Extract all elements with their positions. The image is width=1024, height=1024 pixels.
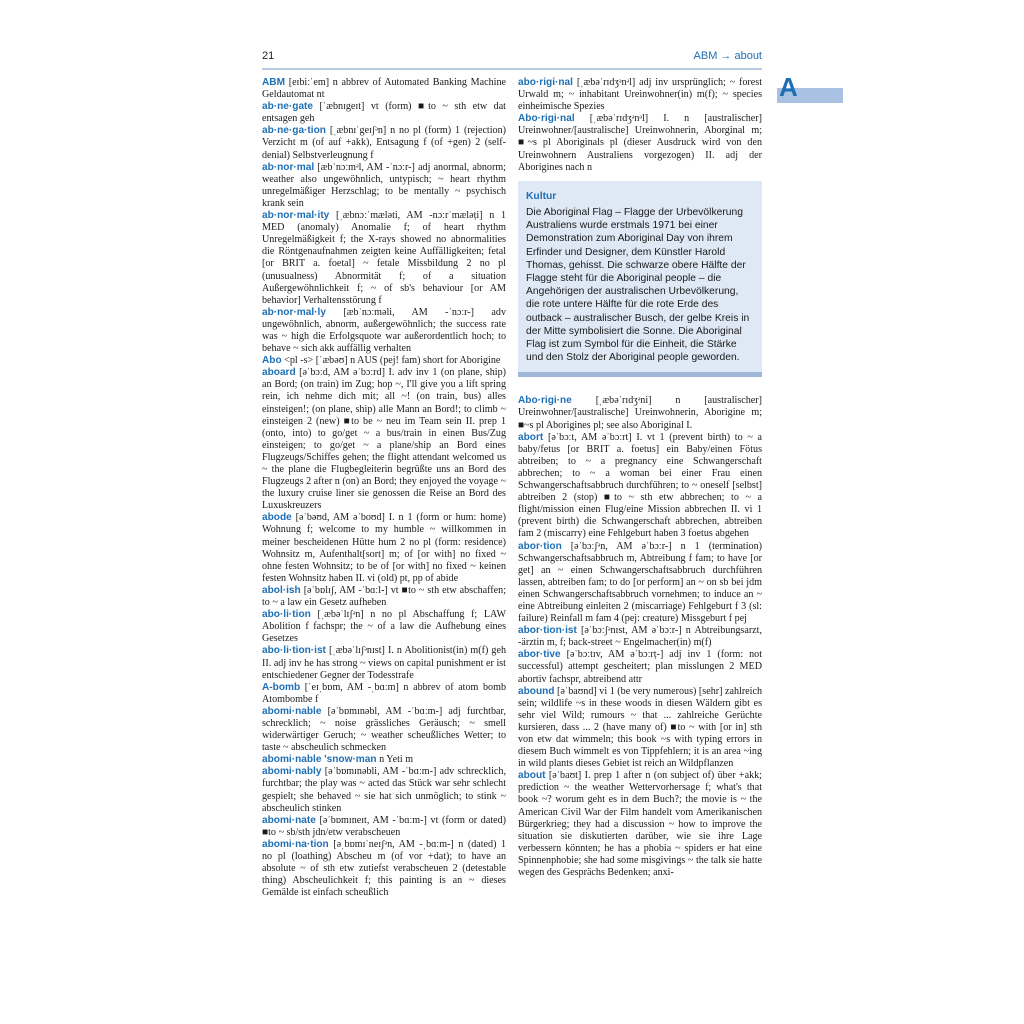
headword: abode xyxy=(262,512,292,524)
dictionary-entry xyxy=(518,625,762,649)
dictionary-entry xyxy=(518,541,762,626)
running-head: ABM → about xyxy=(693,50,762,62)
page-header xyxy=(262,50,762,66)
right-column xyxy=(518,77,762,879)
entry-body: [ˌæbəˈrɪdʒᵊnᵊl] I. n [australischer] Ureinwohner/[australische] Ureinwohnerin, Aborginal m; ■~s pl Aboriginals pl (dieser Ausdruck wird von den Ureinwohnern Australiens vorgezogen) II. adj der Aborigines nach n xyxy=(518,113,763,173)
entry-body: [əˈbɔːd, AM əˈbɔːrd] I. adv inv 1 (on plane, ship) an Bord; (on train) im Zug; hop ~, I'll give you a lift spring rein, ich nehme dich mit; all ~! (on train, bus) alles einsteigen!; (on plane, ship) alle Mann an Bord!; to climb ~ einsteigen 2 (new) ■to be ~ neu im Team sein II. prep 1 (onto, into) to go/get ~ a bus/train in einen Bus/Zug einsteigen; to go/get ~ a plane/ship an Bord eines Flugzeugs/Schiffes gehen; the flight attendant welcomed us ~ the plane die Flugbegleiterin begrüßte uns an Bord des Flugzeugs 2 after n (on) an Bord; they enjoyed the voyage ~ the luxury cruise liner sie genossen die Reise an Bord des Luxuskreuzers xyxy=(262,367,506,512)
headword: ab·ne·gate xyxy=(262,101,314,113)
dictionary-entry xyxy=(262,125,506,161)
headword: abor·tion·ist xyxy=(518,625,577,637)
entry-body: [əˈbɔːʃᵊnɪst, AM əˈbɔːr-] n Abtreibungsarzt, -ärztin m, f; back-street ~ Engelmacher(in) m(f) xyxy=(518,625,762,649)
headword: ab·nor·mal xyxy=(262,161,315,173)
dictionary-entry xyxy=(262,512,506,585)
entry-body: [əˈbɒmɪneɪt, AM -ˈbɑːm-] vt (form or dated) ■to ~ sb/sth jdn/etw verabscheuen xyxy=(262,814,507,838)
dictionary-entry xyxy=(262,815,506,839)
right-column-bottom-entries xyxy=(518,395,762,879)
kultur-info-box xyxy=(518,181,762,378)
dictionary-entry xyxy=(262,355,506,367)
headword: aboard xyxy=(262,367,296,379)
dictionary-entry xyxy=(518,432,762,541)
entry-body: [æbˈnɔːmᵊl, AM -ˈnɔːr-] adj anormal, abnorm; weather also ungewöhnlich, untypisch; ~ heart rhythm unregelmäßiger Herzschlag; to be mentally ~ psychisch krank sein xyxy=(262,161,506,209)
header-rule xyxy=(262,68,762,70)
entry-body: [əˈbaʊt] I. prep 1 after n (on subject of) über +akk; prediction ~ the weather Wettervorhersage f; what's that book ~? worum geht es in dem Buch?; the movie is ~ the American Civil War der Film handelt vom Amerikanischen Bürgerkrieg; they had a discussion ~ how to improve the situation sie diskutierten darüber, wie sie ihre Lage verbessern könnten; he has a phobia ~ spiders er hat eine Spinnenphobie; she had some misgivings ~ the talk sie hatte wegen des Gesprächs Bedenken; anxi- xyxy=(518,770,762,879)
entry-body: [əˈbɒmɪnəbl, AM -ˈbɑːm-] adj furchtbar, schrecklich; ~ noise grässliches Geräusch; ~ smell widerwärtiger Geruch; ~ weather scheußliches Wetter; to taste ~ abscheulich schmecken xyxy=(262,705,506,754)
left-column xyxy=(262,77,506,899)
kultur-text: Die Aboriginal Flag – Flagge der Urbevölkerung Australiens wurde erstmals 1971 bei einer Demonstration zum Aboriginal Day von ihrem Erfinder und Designer, dem Künstler Harold Thomas, gehisst. Die schwarze obere Hälfte der Flagge steht für die Aboriginal people – die Angehörigen der australischen Urbevölkerung, die rote untere Hälfte für die rote Erde des outback – australischer Busch, der gelbe Kreis in der Mitte symbolisiert die Sonne. Die Aboriginal Flag ist zum Symbol für die Einheit, die Stärke und den Stolz der Aboriginal people geworden. xyxy=(526,206,750,364)
headword: abound xyxy=(518,685,555,697)
dictionary-entry xyxy=(518,686,762,771)
headword: ab·ne·ga·tion xyxy=(262,125,326,137)
dictionary-entry xyxy=(518,77,762,113)
right-column-top-entries xyxy=(518,77,762,174)
dictionary-entry xyxy=(262,682,506,706)
entry-body: [æbˈnɔːməli, AM -ˈnɔːr-] adv ungewöhnlich, abnorm, außergewöhnlich; the success rate was ~ high die Erfolgsquote war außerordentlich hoch; to behave ~ sich akk auffällig verhalten xyxy=(262,306,506,355)
dictionary-entry xyxy=(262,585,506,609)
entry-body: [əˈbɒlɪʃ, AM -ˈbɑːl-] vt ■to ~ sth etw abschaffen; to ~ a law ein Gesetz aufheben xyxy=(262,584,506,609)
headword: abort xyxy=(518,431,544,443)
entry-body: n Yeti m xyxy=(379,754,414,766)
entry-body: [eɪbiːˈem] n abbrev of Automated Banking Machine Geldautomat nt xyxy=(262,77,506,101)
dictionary-entry xyxy=(518,395,762,431)
dictionary-entry xyxy=(262,766,506,814)
entry-body: [ˌæbnɔːˈmæləti, AM -nɔːrˈmæləṭi] n 1 MED (anomaly) Anomalie f; of heart rhythm Unregelmäßigkeit f; the X-rays showed no abnormalities die Röntgenaufnahmen zeigten keine Auffälligkeiten; fetal [or BRIT a. foetal] ~ fetale Missbildung 2 no pl (unusualness) Abnormität f; of a situation Außergewöhnlichkeit f; ~ of sb's behaviour [or AM behavior] Verhaltensstörung f xyxy=(262,210,507,306)
entry-body: [əˈbɔːt, AM əˈbɔːrt] I. vt 1 (prevent birth) to ~ a baby/fetus [or BRIT a. foetus] ein Baby/einen Fötus abtreiben; to ~ a pregnancy eine Schwangerschaft abbrechen; to ~ a woman bei einer Frau einen Schwangerschaftsabbruch durchführen; to ~ oneself [selbst] abtreiben 2 (stop) ■to ~ sth etw abbrechen; to ~ a flight/mission einen Flug/eine Mission abbrechen II. vi 1 (prevent birth) die Schwangerschaft abbrechen, abtreiben fam 2 (miscarry) eine Fehlgeburt haben 3 foetus abgehen xyxy=(518,431,762,540)
headword: abomi·nable 'snow·man xyxy=(262,754,377,766)
dictionary-entry xyxy=(262,307,506,355)
headword: ab·nor·mal·ly xyxy=(262,306,326,318)
entry-body: [ˌæbəˈrɪdʒᵊnᵊl] adj inv ursprünglich; ~ forest Urwald m; ~ inhabitant Ureinwohner(in) m(f); ~ species einheimische Spezies xyxy=(518,77,762,113)
dictionary-entry xyxy=(518,649,762,685)
headword: abol·ish xyxy=(262,584,301,596)
entry-body: <pl -s> [ˈæbəʊ] n AUS (pej! fam) short for Aborigine xyxy=(284,355,501,367)
headword: abomi·nably xyxy=(262,766,322,778)
headword: Abo·rigi·nal xyxy=(518,113,575,125)
headword: abor·tion xyxy=(518,540,562,552)
dictionary-entry xyxy=(262,77,506,101)
dictionary-entry xyxy=(262,645,506,681)
headword: A-bomb xyxy=(262,681,301,693)
entry-body: [əˌbɒmɪˈneɪʃᵊn, AM -ˌbɑːm-] n (dated) 1 no pl (loathing) Abscheu m (of vor +dat); to have an absolute ~ of sth etw zutiefst verabscheuen 2 (detestable thing) Abscheulichkeit f; this painting is an ~ dieses Gemälde ist einfach scheußlich xyxy=(262,838,506,899)
entry-body: [ˌæbnɪˈgeɪʃᵊn] n no pl (form) 1 (rejection) Verzicht m (of auf +akk), Entsagung f (of +gen) 2 (self-denial) Selbstverleugnung f xyxy=(262,125,506,161)
entry-body: [əˈbɒmɪnəbli, AM -ˈbɑːm-] adv schrecklich, furchtbar; the play was ~ acted das Stück war sehr schlecht gespielt; she behaved ~ sie hat sich unmöglich; to stink ~ abscheulich stinken xyxy=(262,766,506,814)
dictionary-entry xyxy=(262,839,506,899)
dictionary-entry xyxy=(262,367,506,512)
headword: abomi·nate xyxy=(262,814,316,826)
headword: ab·nor·mal·ity xyxy=(262,210,330,222)
headword: abo·rigi·nal xyxy=(518,77,573,88)
headword: abo·li·tion·ist xyxy=(262,645,326,657)
kultur-title: Kultur xyxy=(526,190,557,202)
headword: Abo·rigi·ne xyxy=(518,395,572,407)
headword: ABM xyxy=(262,77,285,88)
headword: about xyxy=(518,770,546,782)
headword: abor·tive xyxy=(518,649,561,661)
dictionary-entry xyxy=(262,754,506,766)
dictionary-entry xyxy=(518,113,762,173)
dictionary-entry xyxy=(518,770,762,879)
page-number: 21 xyxy=(262,50,275,62)
dictionary-entry xyxy=(262,609,506,645)
headword: abomi·na·tion xyxy=(262,838,329,850)
entry-body: [ˌæbəˈlɪʃᵊn] n no pl Abschaffung f; LAW Abolition f fachspr; the ~ of a law die Aufhebung eines Gesetzes xyxy=(262,609,506,645)
entry-body: [ˈæbnɪgeɪt] vt (form) ■to ~ sth etw dat entsagen geh xyxy=(262,101,506,125)
entry-body: [əˈbɔːʃᵊn, AM əˈbɔːr-] n 1 (termination) Schwangerschaftsabbruch m, Abtreibung f fam; to have [or get] an ~ einen Schwangerschaftsabbruch durchführen lassen, abtreiben fam; to do [or perform] an ~ on sb bei jdm einen Schwangerschaftsabbruch vornehmen; to induce an ~ eine Abtreibung einleiten 2 (miscarriage) Fehlgeburt f 3 (sl: failure) Reinfall m fam 4 (pej: creature) Missgeburt f pej xyxy=(518,540,762,625)
entry-body: [ˈeɪˌbɒm, AM -ˌbɑːm] n abbrev of atom bomb Atombombe f xyxy=(262,681,506,705)
headword: abomi·nable xyxy=(262,705,322,717)
entry-body: [ˌæbəˈrɪdʒᵊni] n [australischer] Ureinwohner/[australische] Ureinwohnerin, Aborigine m; ■~s pl Aborigines pl; see also Aboriginal I. xyxy=(518,395,762,431)
headword: abo·li·tion xyxy=(262,609,311,621)
thumb-index-letter: A xyxy=(779,72,798,102)
headword: Abo xyxy=(262,355,282,367)
dictionary-entry xyxy=(262,210,506,307)
entry-body: [əˈbɔːtɪv, AM əˈbɔːrṭ-] adj inv 1 (form: not successful) attempt gescheitert; plan misslungen 2 MED abortiv fachspr, abtreibend attr xyxy=(518,649,762,685)
entry-body: [ˌæbəˈlɪʃᵊnɪst] I. n Abolitionist(in) m(f) geh II. adj inv he has strong ~ views on capital punishment er ist entschiedener Gegner der Todesstrafe xyxy=(262,645,506,681)
dictionary-entry xyxy=(262,162,506,210)
entry-body: [əˈbəʊd, AM əˈboʊd] I. n 1 (form or hum: home) Wohnung f; welcome to my humble ~ willkommen in meiner bescheidenen Hütte hum 2 no pl (form: residence) Wohnsitz m, Aufenthalt[sort] m; of [or with] no fixed ~ ohne festen Wohnsitz; to be of [or with] no fixed ~ keinen festen Wohnsitz haben II. vi (old) pt, pp of abide xyxy=(262,512,507,584)
entry-body: [əˈbaʊnd] vi 1 (be very numerous) [sehr] zahlreich sein; wildlife ~s in these woods in diesen Wäldern gibt es sehr viel Wild; rumours ~ that ... zahlreiche Gerüchte kursieren, dass ... 2 (have many of) ■to ~ with [or in] sth von etw dat wimmeln; this book ~s with typing errors in diesem Buch wimmelt es von Tippfehlern; it is an area ~ing in wild plants dieses Gebiet ist reich an Wildpflanzen xyxy=(518,685,762,770)
dictionary-entry xyxy=(262,101,506,125)
dictionary-entry xyxy=(262,706,506,754)
